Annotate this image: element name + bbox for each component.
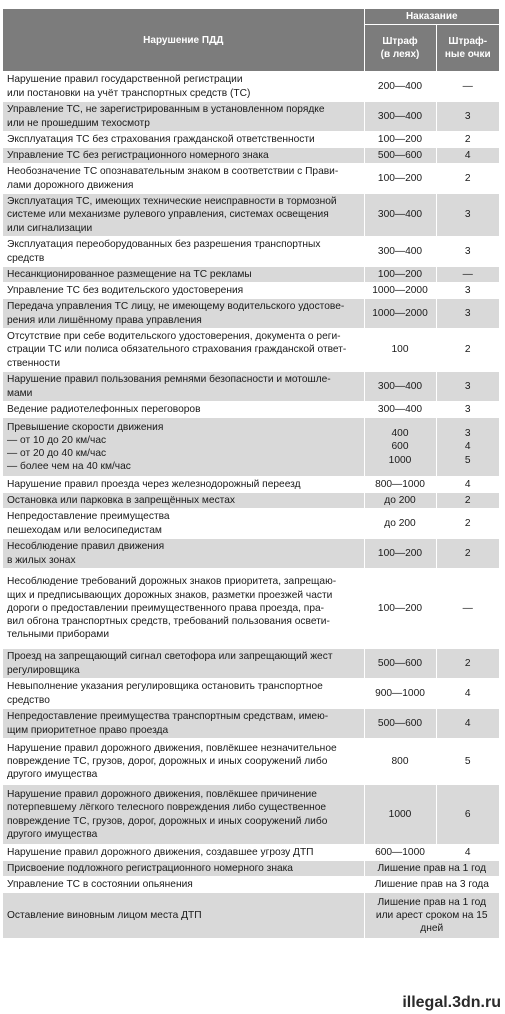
violation-cell: Нарушение правил государственной регистрации или постановки на учёт транспортных средств (ТС) [3,72,364,102]
points-cell: 3 [436,402,499,418]
violation-cell: Нарушение правил дорожного движения, создавшее угрозу ДТП [3,845,364,861]
violation-cell: Непредоставление преимущества транспортным средствам, имею- щим приоритетное право проезда [3,709,364,739]
violation-cell: Эксплуатация ТС, имеющих технические неисправности в тормозной системе или механизме рулевого управления, системах освещения или сигнализации [3,194,364,237]
violation-cell: Нарушение правил пользования ремнями безопасности и мотошле- мами [3,372,364,402]
points-cell: 4 [436,679,499,709]
table-row [3,877,499,893]
points-cell: 3 4 5 [436,418,499,477]
fine-cell: 300—400 [364,102,436,132]
table-row [3,148,499,164]
fine-cell: 200—400 [364,72,436,102]
fine-cell: Лишение прав на 1 год [364,861,499,877]
violation-cell: Ведение радиотелефонных переговоров [3,402,364,418]
fine-cell: Лишение прав на 1 год или арест сроком на 15 дней [364,893,499,939]
table-header [3,9,499,72]
points-cell: 3 [436,283,499,299]
points-cell: 2 [436,509,499,539]
points-cell: — [436,267,499,283]
violation-cell: Эксплуатация ТС без страхования гражданской ответственности [3,132,364,148]
fine-cell: 600—1000 [364,845,436,861]
points-cell: 4 [436,845,499,861]
table-row [3,509,499,539]
fine-cell: 300—400 [364,372,436,402]
fine-cell: до 200 [364,509,436,539]
table-row [3,372,499,402]
violation-cell: Превышение скорости движения — от 10 до 20 км/час — от 20 до 40 км/час — более чем на 40 км/час [3,418,364,477]
table-row [3,649,499,679]
watermark: illegal.3dn.ru [402,994,501,1011]
table-row [3,164,499,194]
points-cell: 3 [436,299,499,329]
points-cell: 6 [436,785,499,845]
table-row [3,102,499,132]
points-cell: 2 [436,132,499,148]
fine-cell: 800—1000 [364,477,436,493]
points-cell: 2 [436,649,499,679]
table-row [3,418,499,477]
table-row [3,679,499,709]
points-cell: 3 [436,372,499,402]
table-row [3,194,499,237]
table-row [3,299,499,329]
table-row [3,477,499,493]
fine-cell: 1000—2000 [364,283,436,299]
header-fine: Штраф (в леях) [364,25,436,72]
violation-cell: Невыполнение указания регулировщика остановить транспортное средство [3,679,364,709]
table-row [3,267,499,283]
fine-cell: 400 600 1000 [364,418,436,477]
table-row [3,709,499,739]
fine-cell: 100—200 [364,539,436,569]
table-row [3,845,499,861]
table-row [3,72,499,102]
fine-cell: 100 [364,329,436,372]
points-cell: — [436,72,499,102]
table-row [3,493,499,509]
points-cell: — [436,569,499,649]
table-row [3,569,499,649]
table-row [3,132,499,148]
violation-cell: Несоблюдение правил движения в жилых зонах [3,539,364,569]
violation-cell: Нарушение правил дорожного движения, повлёкшее незначительное повреждение ТС, грузов, дорог, дорожных и иных сооружений либо другого имущества [3,739,364,785]
violation-cell: Управление ТС, не зарегистрированным в установленном порядке или не прошедшим техосмотр [3,102,364,132]
violation-cell: Нарушение правил дорожного движения, повлёкшее причинение потерпевшему лёгкого телесного повреждения либо существенное повреждение ТС, грузов, дорог, дорожных и иных сооружений либо другого имущества [3,785,364,845]
fine-cell: 300—400 [364,402,436,418]
table-row [3,402,499,418]
table-row [3,893,499,939]
fine-cell: 500—600 [364,709,436,739]
table-row [3,283,499,299]
fine-cell: 100—200 [364,132,436,148]
header-punishment: Наказание [364,9,499,25]
table-row [3,237,499,267]
table-row [3,539,499,569]
points-cell: 3 [436,237,499,267]
points-cell: 3 [436,194,499,237]
points-cell: 2 [436,493,499,509]
fine-cell: 100—200 [364,569,436,649]
violation-cell: Непредоставление преимущества пешеходам или велосипедистам [3,509,364,539]
violation-cell: Оставление виновным лицом места ДТП [3,893,364,939]
table-row [3,329,499,372]
violation-cell: Управление ТС в состоянии опьянения [3,877,364,893]
fine-cell: 100—200 [364,267,436,283]
fine-cell: 1000—2000 [364,299,436,329]
points-cell: 2 [436,329,499,372]
points-cell: 4 [436,148,499,164]
fine-cell: 500—600 [364,148,436,164]
violation-cell: Проезд на запрещающий сигнал светофора или запрещающий жест регулировщика [3,649,364,679]
fine-cell: 100—200 [364,164,436,194]
table-row [3,785,499,845]
table-row [3,861,499,877]
points-cell: 4 [436,709,499,739]
fine-cell: 1000 [364,785,436,845]
violation-cell: Несоблюдение требований дорожных знаков приоритета, запрещаю- щих и предписывающих дорожных знаков, разметки проезжей части дороги о предоставлении преимущественного права проезда, пра- вил обгона транспортных средств, требований пользования освети- тельными приборами [3,569,364,649]
fine-cell: 800 [364,739,436,785]
header-points: Штраф- ные очки [436,25,499,72]
points-cell: 3 [436,102,499,132]
violation-cell: Управление ТС без регистрационного номерного знака [3,148,364,164]
fine-cell: 900—1000 [364,679,436,709]
violation-cell: Управление ТС без водительского удостоверения [3,283,364,299]
header-violation: Нарушение ПДД [3,9,364,72]
violation-cell: Эксплуатация переоборудованных без разрешения транспортных средств [3,237,364,267]
violation-cell: Отсутствие при себе водительского удостоверения, документа о реги- страции ТС или полиса обязательного страхования гражданской ответ- ственности [3,329,364,372]
violation-cell: Нарушение правил проезда через железнодорожный переезд [3,477,364,493]
fine-cell: до 200 [364,493,436,509]
table-row [3,739,499,785]
table-body [3,72,499,939]
violation-cell: Остановка или парковка в запрещённых местах [3,493,364,509]
fine-cell: 500—600 [364,649,436,679]
points-cell: 4 [436,477,499,493]
violation-cell: Необозначение ТС опознавательным знаком в соответствии с Прави- лами дорожного движения [3,164,364,194]
points-cell: 2 [436,539,499,569]
fine-cell: 300—400 [364,194,436,237]
fine-cell: 300—400 [364,237,436,267]
points-cell: 2 [436,164,499,194]
points-cell: 5 [436,739,499,785]
fines-table [3,9,499,939]
violation-cell: Несанкционированное размещение на ТС рекламы [3,267,364,283]
violation-cell: Передача управления ТС лицу, не имеющему водительского удостове- рения или лишённому права управления [3,299,364,329]
violation-cell: Присвоение подложного регистрационного номерного знака [3,861,364,877]
fine-cell: Лишение прав на 3 года [364,877,499,893]
